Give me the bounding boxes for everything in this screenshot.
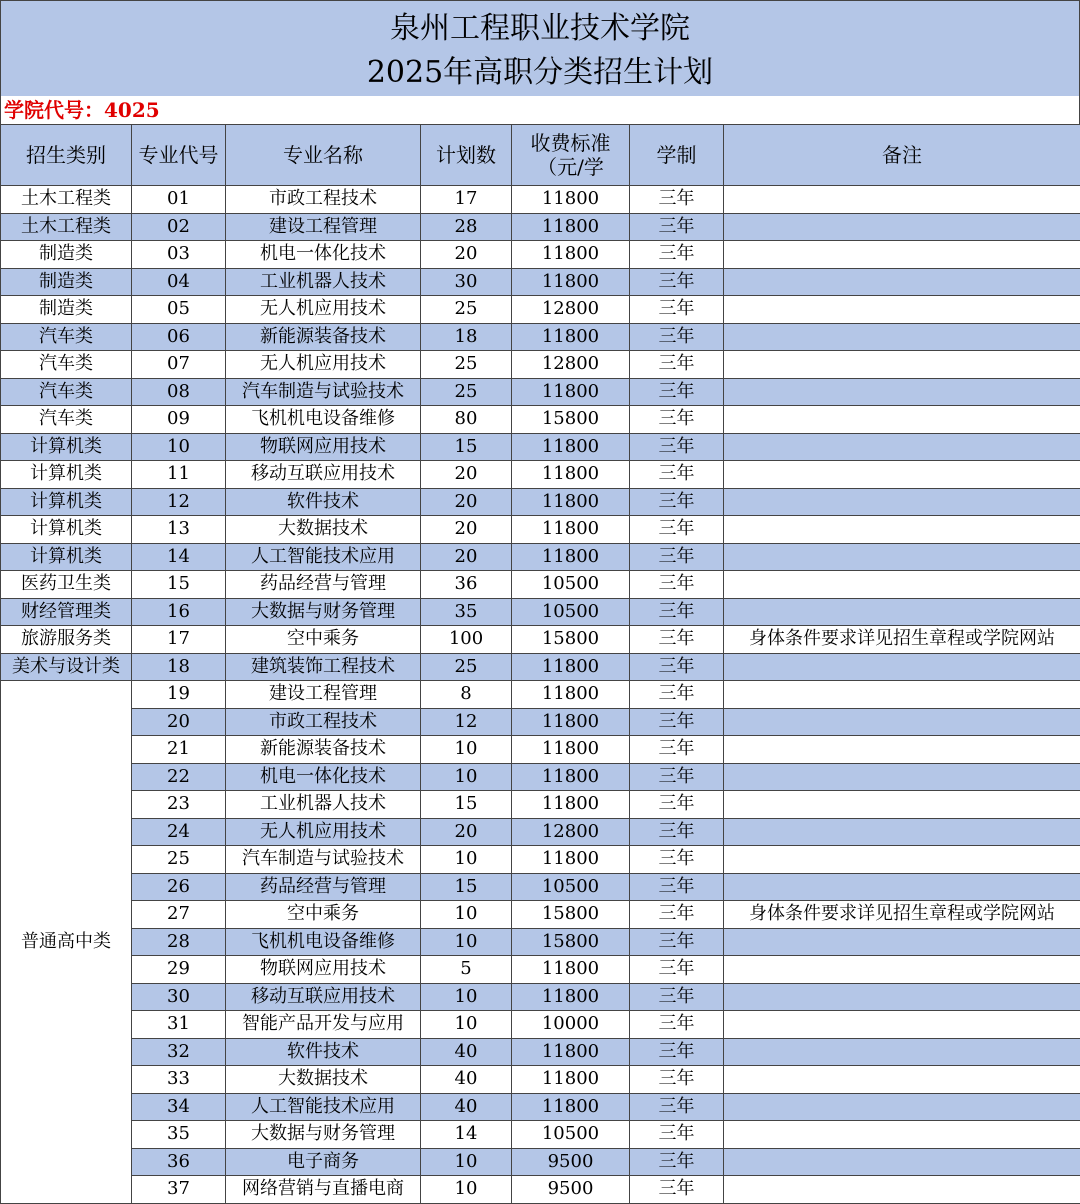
major-name-cell: 汽车制造与试验技术 [226,378,421,406]
note-cell [724,1176,1080,1204]
major-code-cell: 07 [132,351,226,379]
note-cell: 身体条件要求详见招生章程或学院网站 [724,901,1080,929]
major-name-cell: 机电一体化技术 [226,241,421,269]
plan-cell: 40 [421,1038,512,1066]
major-name-cell: 大数据与财务管理 [226,1121,421,1149]
major-name-cell: 工业机器人技术 [226,791,421,819]
major-name-cell: 飞机机电设备维修 [226,406,421,434]
header-major-name: 专业名称 [226,125,421,186]
duration-cell: 三年 [630,708,724,736]
table-row [1,846,1080,874]
table-row [1,241,1080,269]
note-cell [724,763,1080,791]
major-code-cell: 24 [132,818,226,846]
major-code-cell: 31 [132,1011,226,1039]
duration-cell: 三年 [630,323,724,351]
major-name-cell: 市政工程技术 [226,186,421,214]
table-row [1,956,1080,984]
table-row [1,351,1080,379]
duration-cell: 三年 [630,296,724,324]
plan-cell: 100 [421,626,512,654]
major-name-cell: 软件技术 [226,488,421,516]
major-code-cell: 12 [132,488,226,516]
fee-cell: 11800 [512,543,630,571]
plan-cell: 10 [421,1011,512,1039]
plan-cell: 30 [421,268,512,296]
header-note: 备注 [724,125,1080,186]
note-cell [724,1148,1080,1176]
note-cell [724,186,1080,214]
category-cell: 汽车类 [1,323,132,351]
fee-cell: 11800 [512,1038,630,1066]
table-row [1,598,1080,626]
major-code-cell: 17 [132,626,226,654]
major-code-cell: 01 [132,186,226,214]
major-code-cell: 32 [132,1038,226,1066]
major-name-cell: 大数据技术 [226,1066,421,1094]
major-code-cell: 08 [132,378,226,406]
duration-cell: 三年 [630,901,724,929]
note-cell [724,461,1080,489]
duration-cell: 三年 [630,433,724,461]
plan-cell: 20 [421,818,512,846]
note-cell [724,1038,1080,1066]
header-category: 招生类别 [1,125,132,186]
duration-cell: 三年 [630,378,724,406]
duration-cell: 三年 [630,543,724,571]
fee-cell: 11800 [512,268,630,296]
note-cell [724,791,1080,819]
major-code-cell: 10 [132,433,226,461]
table-row [1,516,1080,544]
plan-cell: 10 [421,1148,512,1176]
major-code-cell: 23 [132,791,226,819]
category-cell: 计算机类 [1,516,132,544]
duration-cell: 三年 [630,1011,724,1039]
table-row [1,873,1080,901]
category-cell: 计算机类 [1,433,132,461]
note-cell [724,1011,1080,1039]
major-name-cell: 无人机应用技术 [226,296,421,324]
major-name-cell: 网络营销与直播电商 [226,1176,421,1204]
header-row [1,125,1080,186]
note-cell [724,323,1080,351]
category-cell: 计算机类 [1,543,132,571]
fee-cell: 10500 [512,571,630,599]
category-cell: 汽车类 [1,378,132,406]
plan-cell: 10 [421,763,512,791]
table-row [1,901,1080,929]
duration-cell: 三年 [630,1093,724,1121]
major-name-cell: 无人机应用技术 [226,818,421,846]
plan-cell: 10 [421,901,512,929]
note-cell [724,598,1080,626]
major-code-cell: 03 [132,241,226,269]
category-cell: 土木工程类 [1,213,132,241]
header-duration: 学制 [630,125,724,186]
category-cell: 制造类 [1,296,132,324]
major-name-cell: 大数据技术 [226,516,421,544]
major-code-cell: 21 [132,736,226,764]
note-cell [724,378,1080,406]
table-row [1,681,1080,709]
fee-cell: 11800 [512,956,630,984]
major-code-cell: 18 [132,653,226,681]
plan-cell: 20 [421,543,512,571]
fee-cell: 10500 [512,873,630,901]
fee-cell: 12800 [512,818,630,846]
title-banner [0,0,1080,97]
major-name-cell: 物联网应用技术 [226,956,421,984]
duration-cell: 三年 [630,598,724,626]
major-code-cell: 26 [132,873,226,901]
plan-cell: 14 [421,1121,512,1149]
fee-cell: 15800 [512,406,630,434]
major-name-cell: 大数据与财务管理 [226,598,421,626]
plan-cell: 20 [421,516,512,544]
category-cell: 美术与设计类 [1,653,132,681]
major-code-cell: 33 [132,1066,226,1094]
major-code-cell: 37 [132,1176,226,1204]
major-name-cell: 物联网应用技术 [226,433,421,461]
major-code-cell: 22 [132,763,226,791]
plan-title: 2025年高职分类招生计划 [1,53,1079,93]
plan-cell: 25 [421,351,512,379]
duration-cell: 三年 [630,1038,724,1066]
fee-cell: 10500 [512,1121,630,1149]
college-code: 学院代号：4025 [4,98,160,122]
note-cell [724,708,1080,736]
duration-cell: 三年 [630,213,724,241]
duration-cell: 三年 [630,818,724,846]
duration-cell: 三年 [630,791,724,819]
duration-cell: 三年 [630,873,724,901]
plan-cell: 40 [421,1093,512,1121]
table-row [1,296,1080,324]
category-cell: 计算机类 [1,488,132,516]
note-cell [724,653,1080,681]
fee-cell: 11800 [512,736,630,764]
plan-cell: 25 [421,653,512,681]
note-cell [724,846,1080,874]
major-name-cell: 建设工程管理 [226,681,421,709]
note-cell [724,736,1080,764]
plan-cell: 12 [421,708,512,736]
duration-cell: 三年 [630,736,724,764]
duration-cell: 三年 [630,461,724,489]
header-fee-line2: （元/学 [512,155,629,179]
table-row [1,1066,1080,1094]
fee-cell: 11800 [512,461,630,489]
plan-cell: 10 [421,1176,512,1204]
fee-cell: 11800 [512,681,630,709]
plan-cell: 15 [421,433,512,461]
major-code-cell: 13 [132,516,226,544]
note-cell: 身体条件要求详见招生章程或学院网站 [724,626,1080,654]
major-name-cell: 药品经营与管理 [226,571,421,599]
major-code-cell: 36 [132,1148,226,1176]
college-code-row [0,96,1080,124]
fee-cell: 9500 [512,1176,630,1204]
major-name-cell: 智能产品开发与应用 [226,1011,421,1039]
header-plan: 计划数 [421,125,512,186]
category-cell: 制造类 [1,268,132,296]
general-category-cell: 普通高中类 [1,681,132,1204]
plan-cell: 36 [421,571,512,599]
major-code-cell: 04 [132,268,226,296]
major-name-cell: 移动互联应用技术 [226,983,421,1011]
table-row [1,323,1080,351]
table-row [1,1011,1080,1039]
major-name-cell: 无人机应用技术 [226,351,421,379]
major-name-cell: 电子商务 [226,1148,421,1176]
table-row [1,488,1080,516]
major-code-cell: 19 [132,681,226,709]
table-row [1,818,1080,846]
major-name-cell: 建设工程管理 [226,213,421,241]
table-row [1,763,1080,791]
plan-cell: 10 [421,983,512,1011]
major-name-cell: 市政工程技术 [226,708,421,736]
table-row [1,1121,1080,1149]
duration-cell: 三年 [630,626,724,654]
fee-cell: 11800 [512,213,630,241]
note-cell [724,241,1080,269]
note-cell [724,983,1080,1011]
note-cell [724,928,1080,956]
fee-cell: 11800 [512,186,630,214]
major-name-cell: 空中乘务 [226,626,421,654]
plan-cell: 25 [421,378,512,406]
duration-cell: 三年 [630,516,724,544]
category-cell: 财经管理类 [1,598,132,626]
note-cell [724,406,1080,434]
plan-cell: 18 [421,323,512,351]
plan-cell: 20 [421,241,512,269]
note-cell [724,1121,1080,1149]
category-cell: 土木工程类 [1,186,132,214]
duration-cell: 三年 [630,268,724,296]
table-row [1,1038,1080,1066]
duration-cell: 三年 [630,846,724,874]
header-fee-line1: 收费标准 [512,131,629,155]
duration-cell: 三年 [630,983,724,1011]
table-row [1,406,1080,434]
fee-cell: 15800 [512,626,630,654]
table-row [1,186,1080,214]
category-cell: 汽车类 [1,351,132,379]
note-cell [724,1093,1080,1121]
plan-table [0,124,1080,1204]
note-cell [724,681,1080,709]
table-row [1,626,1080,654]
category-cell: 旅游服务类 [1,626,132,654]
fee-cell: 11800 [512,791,630,819]
major-name-cell: 软件技术 [226,1038,421,1066]
plan-table-body [1,186,1080,1204]
major-name-cell: 空中乘务 [226,901,421,929]
major-code-cell: 34 [132,1093,226,1121]
major-code-cell: 20 [132,708,226,736]
note-cell [724,433,1080,461]
plan-cell: 80 [421,406,512,434]
duration-cell: 三年 [630,681,724,709]
major-name-cell: 新能源装备技术 [226,323,421,351]
table-row [1,378,1080,406]
fee-cell: 11800 [512,763,630,791]
fee-cell: 11800 [512,433,630,461]
note-cell [724,516,1080,544]
note-cell [724,571,1080,599]
duration-cell: 三年 [630,241,724,269]
duration-cell: 三年 [630,351,724,379]
note-cell [724,351,1080,379]
category-cell: 汽车类 [1,406,132,434]
duration-cell: 三年 [630,928,724,956]
plan-cell: 28 [421,213,512,241]
note-cell [724,873,1080,901]
table-row [1,1176,1080,1204]
fee-cell: 12800 [512,351,630,379]
plan-cell: 10 [421,736,512,764]
major-code-cell: 15 [132,571,226,599]
major-code-cell: 27 [132,901,226,929]
fee-cell: 11800 [512,241,630,269]
duration-cell: 三年 [630,1066,724,1094]
major-code-cell: 35 [132,1121,226,1149]
note-cell [724,1066,1080,1094]
major-code-cell: 14 [132,543,226,571]
table-row [1,543,1080,571]
table-row [1,571,1080,599]
college-name: 泉州工程职业技术学院 [1,9,1079,49]
fee-cell: 11800 [512,516,630,544]
major-name-cell: 飞机机电设备维修 [226,928,421,956]
plan-cell: 5 [421,956,512,984]
fee-cell: 11800 [512,653,630,681]
table-row [1,791,1080,819]
major-code-cell: 28 [132,928,226,956]
plan-cell: 15 [421,873,512,901]
major-code-cell: 29 [132,956,226,984]
major-name-cell: 汽车制造与试验技术 [226,846,421,874]
note-cell [724,543,1080,571]
fee-cell: 15800 [512,928,630,956]
major-code-cell: 11 [132,461,226,489]
fee-cell: 11800 [512,378,630,406]
major-name-cell: 人工智能技术应用 [226,1093,421,1121]
duration-cell: 三年 [630,956,724,984]
major-name-cell: 移动互联应用技术 [226,461,421,489]
fee-cell: 11800 [512,323,630,351]
duration-cell: 三年 [630,186,724,214]
table-row [1,433,1080,461]
fee-cell: 10500 [512,598,630,626]
major-code-cell: 16 [132,598,226,626]
duration-cell: 三年 [630,1176,724,1204]
plan-cell: 10 [421,846,512,874]
table-row [1,736,1080,764]
fee-cell: 11800 [512,846,630,874]
table-row [1,928,1080,956]
table-row [1,213,1080,241]
fee-cell: 11800 [512,488,630,516]
plan-cell: 17 [421,186,512,214]
plan-cell: 8 [421,681,512,709]
major-name-cell: 机电一体化技术 [226,763,421,791]
major-name-cell: 工业机器人技术 [226,268,421,296]
fee-cell: 9500 [512,1148,630,1176]
fee-cell: 10000 [512,1011,630,1039]
fee-cell: 11800 [512,1066,630,1094]
major-name-cell: 新能源装备技术 [226,736,421,764]
duration-cell: 三年 [630,488,724,516]
duration-cell: 三年 [630,763,724,791]
table-row [1,708,1080,736]
plan-cell: 35 [421,598,512,626]
table-row [1,461,1080,489]
plan-cell: 10 [421,928,512,956]
major-code-cell: 09 [132,406,226,434]
note-cell [724,818,1080,846]
major-name-cell: 建筑装饰工程技术 [226,653,421,681]
table-row [1,268,1080,296]
duration-cell: 三年 [630,406,724,434]
note-cell [724,296,1080,324]
table-row [1,983,1080,1011]
major-code-cell: 25 [132,846,226,874]
category-cell: 医药卫生类 [1,571,132,599]
major-name-cell: 药品经营与管理 [226,873,421,901]
duration-cell: 三年 [630,653,724,681]
table-row [1,1148,1080,1176]
header-fee [512,125,630,186]
major-code-cell: 06 [132,323,226,351]
fee-cell: 15800 [512,901,630,929]
plan-cell: 20 [421,488,512,516]
table-row [1,1093,1080,1121]
category-cell: 计算机类 [1,461,132,489]
header-major-code: 专业代号 [132,125,226,186]
plan-cell: 20 [421,461,512,489]
major-code-cell: 02 [132,213,226,241]
major-code-cell: 05 [132,296,226,324]
plan-cell: 15 [421,791,512,819]
note-cell [724,268,1080,296]
duration-cell: 三年 [630,571,724,599]
fee-cell: 12800 [512,296,630,324]
fee-cell: 11800 [512,708,630,736]
duration-cell: 三年 [630,1121,724,1149]
duration-cell: 三年 [630,1148,724,1176]
plan-cell: 40 [421,1066,512,1094]
fee-cell: 11800 [512,1093,630,1121]
major-code-cell: 30 [132,983,226,1011]
note-cell [724,488,1080,516]
note-cell [724,213,1080,241]
table-row [1,653,1080,681]
plan-cell: 25 [421,296,512,324]
note-cell [724,956,1080,984]
major-name-cell: 人工智能技术应用 [226,543,421,571]
category-cell: 制造类 [1,241,132,269]
fee-cell: 11800 [512,983,630,1011]
